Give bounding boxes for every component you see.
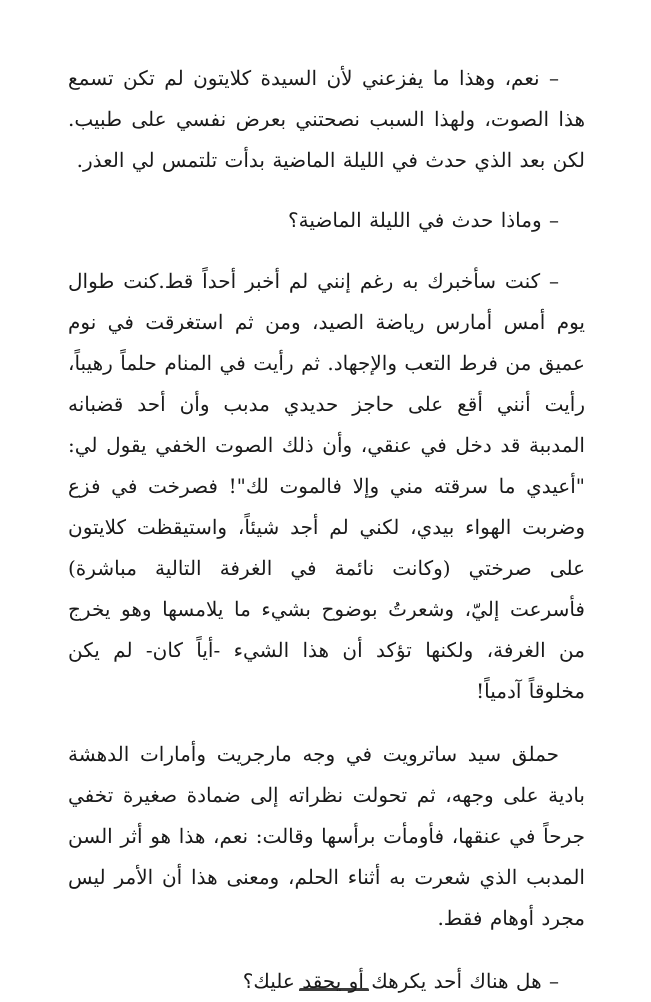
cropped-next-line [0, 986, 651, 1000]
paragraph-dialogue-4: – هل هناك أحد يكرهك أو يحقد عليك؟ [242, 969, 559, 993]
paragraph-narration: حملق سيد ساترويت في وجه مارجريت وأمارات الدهشة بادية على وجهه، ثم تحولت نظراته إلى ضمادة صغيرة تخفي جرحاً في عنقها، فأومأت برأسها وقالت: نعم، هذا هو أثر السن المدبب الذي شعرت به أثناء الحلم، ومعنى هذا أن الأمر ليس مجرد أوهام فقط. [68, 742, 585, 930]
book-page [68, 58, 585, 1002]
paragraph-dialogue-3: – كنت سأخبرك به رغم إنني لم أخبر أحداً قط.كنت طوال يوم أمس أمارس رياضة الصيد، ومن ثم استغرقت في نوم عميق من فرط التعب والإجهاد. ثم رأيت في المنام حلماً رهيباً، رأيت أنني أقع على حاجز حديدي مدبب وأن أحد قضبانه المدببة قد دخل في عنقي، وأن ذلك الصوت الخفي يقول لي: "أعيدي ما سرقته مني وإلا فالموت لك"! فصرخت في فزع وضربت الهواء بيدي، لكني لم أجد شيئاً، واستيقظت كلايتون على صرختي (وكانت نائمة في الغرفة التالية مباشرة) فأسرعت إليّ، وشعرتُ بوضوح بشيء ما يلامسها وهو يخرج من الغرفة، ولكنها تؤكد أن هذا الشيء -أياً كان- لم يكن مخلوقاً آدمياً! [68, 269, 585, 703]
paragraph-dialogue-1: – نعم، وهذا ما يفزعني لأن السيدة كلايتون لم تكن تسمع هذا الصوت، ولهذا السبب نصحتني بعرض نفسي على طبيب. لكن بعد الذي حدث في الليلة الماضية بدأت تلتمس لي العذر. [68, 66, 585, 172]
paragraph-dialogue-2: – وماذا حدث في الليلة الماضية؟ [288, 208, 559, 232]
cropped-text-fragment [299, 988, 369, 995]
